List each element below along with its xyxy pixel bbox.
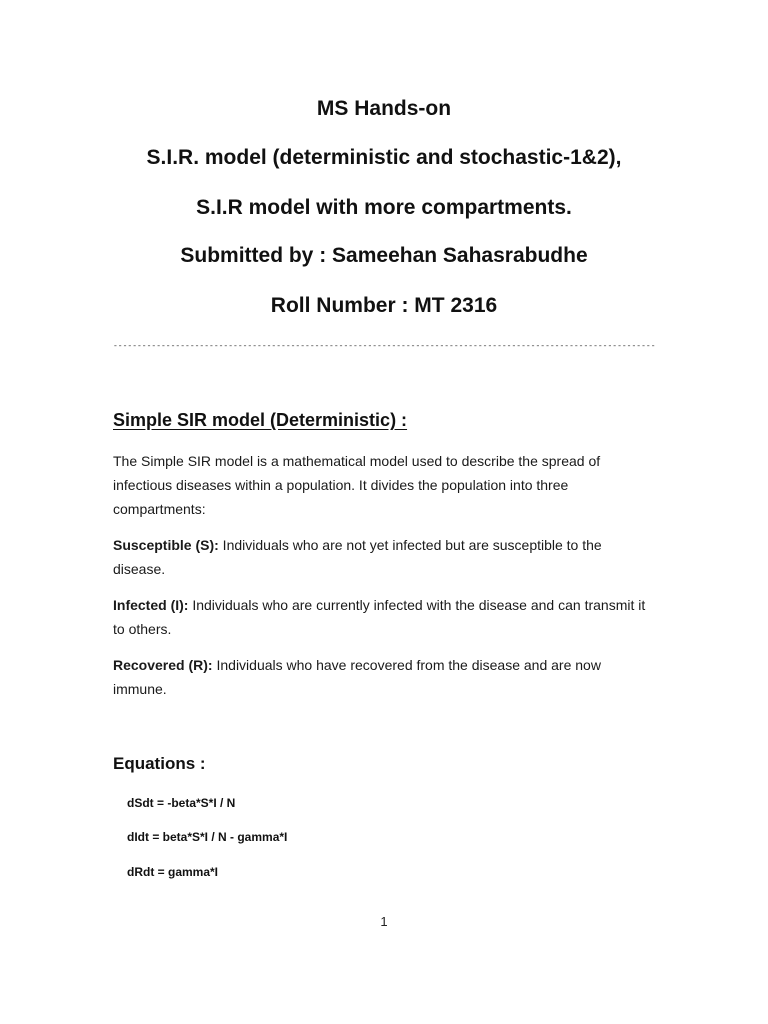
equation-dsdt: dSdt = -beta*S*I / N xyxy=(127,796,236,810)
document-subtitle-models: S.I.R. model (deterministic and stochastic-1&2), xyxy=(146,146,622,169)
compartment-description: Individuals who have recovered from the disease and are now immune. xyxy=(113,657,601,697)
dashed-divider: ----------------------------------------------------------------------------------------------------------------- xyxy=(113,342,656,351)
compartment-susceptible xyxy=(113,533,653,581)
compartment-label: Recovered (R): xyxy=(113,657,213,673)
document-title: MS Hands-on xyxy=(316,97,452,120)
equation-drdt: dRdt = gamma*I xyxy=(127,865,219,879)
document-subtitle-compartments: S.I.R model with more compartments. xyxy=(196,196,572,219)
compartment-description: Individuals who are not yet infected but are susceptible to the disease. xyxy=(113,537,602,577)
compartment-label: Susceptible (S): xyxy=(113,537,219,553)
submitted-by-line: Submitted by : Sameehan Sahasrabudhe xyxy=(180,244,588,267)
roll-number-line: Roll Number : MT 2316 xyxy=(270,294,498,317)
intro-paragraph: The Simple SIR model is a mathematical model used to describe the spread of infectious diseases within a population. It divides the population into three compartments: xyxy=(113,453,601,517)
page-number: 1 xyxy=(380,914,388,929)
compartment-description: Individuals who are currently infected with the disease and can transmit it to others. xyxy=(113,597,646,637)
equations-heading: Equations : xyxy=(113,754,206,773)
section-heading: Simple SIR model (Deterministic) : xyxy=(113,410,408,430)
compartment-recovered xyxy=(113,653,653,701)
compartment-infected xyxy=(113,593,653,641)
compartment-label: Infected (I): xyxy=(113,597,189,613)
equation-didt: dIdt = beta*S*I / N - gamma*I xyxy=(127,830,288,844)
